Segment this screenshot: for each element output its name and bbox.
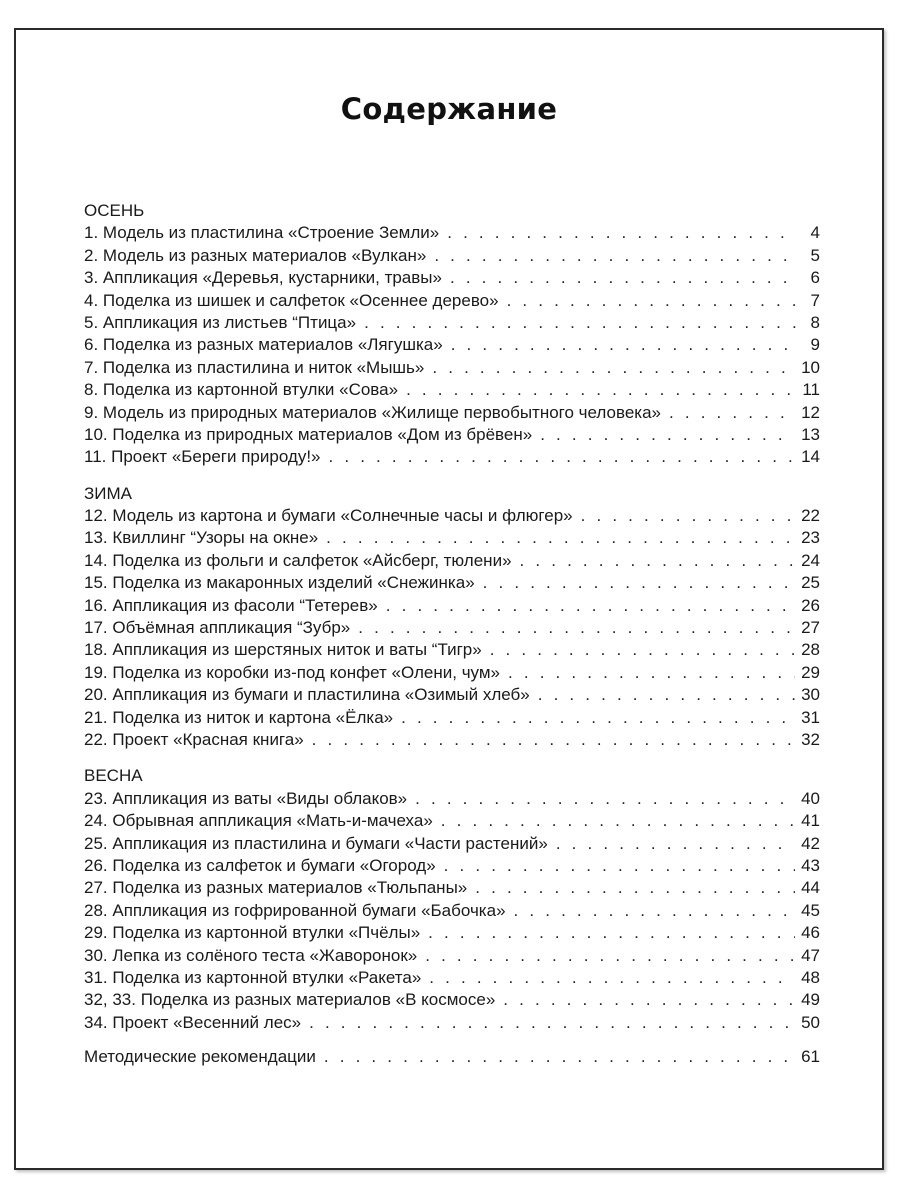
toc-entry (84, 707, 820, 729)
dot-leader (503, 989, 795, 1011)
entry-page: 29 (801, 662, 820, 682)
entry-page: 46 (801, 923, 820, 943)
dot-leader (358, 617, 795, 639)
entry-label: 20. Аппликация из бумаги и пластилина «Озимый хлеб» (84, 685, 530, 705)
toc-entry (84, 945, 820, 967)
entry-label: 12. Модель из картона и бумаги «Солнечные часы и флюгер» (84, 506, 573, 526)
entry-label: 21. Поделка из ниток и картона «Ёлка» (84, 707, 394, 727)
dot-leader (312, 729, 795, 751)
entry-label: 4. Поделка из шишек и салфеток «Осеннее дерево» (84, 290, 499, 310)
entry-label: 6. Поделка из разных материалов «Лягушка» (84, 335, 443, 355)
dot-leader (538, 684, 795, 706)
entry-label: 23. Аппликация из ваты «Виды облаков» (84, 788, 408, 808)
entry-label: 3. Аппликация «Деревья, кустарники, травы» (84, 268, 442, 288)
entry-page: 7 (810, 290, 820, 310)
entry-page: 28 (801, 640, 820, 660)
page-title: Содержание (340, 92, 558, 126)
entry-page: 31 (801, 707, 820, 727)
dot-leader (425, 945, 795, 967)
entry-label: 32, 33. Поделка из разных материалов «В космосе» (84, 990, 496, 1010)
entry-label: 30. Лепка из солёного теста «Жаворонок» (84, 945, 418, 965)
entry-page: 23 (801, 528, 820, 548)
entry-page: 49 (801, 990, 820, 1010)
entry-label: 24. Обрывная аппликация «Мать-и-мачеха» (84, 811, 433, 831)
toc-entry (84, 684, 820, 706)
section-heading: ОСЕНЬ (84, 201, 145, 220)
section-heading: ЗИМА (84, 483, 132, 503)
toc-section-winter (84, 483, 820, 752)
toc-entry (84, 810, 820, 832)
toc-entry (84, 729, 820, 751)
toc-entry (84, 595, 820, 617)
entry-page: 11 (802, 380, 820, 400)
entry-label: 34. Проект «Весенний лес» (84, 1012, 302, 1032)
toc-entry (84, 617, 820, 639)
entry-page: 10 (801, 357, 820, 377)
entry-label: 13. Квиллинг “Узоры на окне» (84, 528, 319, 548)
dot-leader (508, 662, 795, 684)
entry-page: 4 (810, 223, 820, 243)
entry-label: Методические рекомендации (84, 1047, 316, 1067)
entry-label: 15. Поделка из макаронных изделий «Снежинка» (84, 573, 475, 593)
toc-entry (84, 550, 820, 572)
entry-label: 19. Поделка из коробки из-под конфет «Олени, чум» (84, 662, 501, 682)
toc-entry (84, 222, 820, 244)
entry-page: 5 (810, 245, 820, 265)
section-heading: ВЕСНА (84, 766, 143, 786)
toc-entry (84, 833, 820, 855)
dot-leader (406, 379, 796, 401)
toc-entry (84, 267, 820, 289)
entry-label: 16. Аппликация из фасоли “Тетерев» (84, 595, 378, 615)
entry-page: 42 (801, 833, 820, 853)
entry-page: 22 (801, 506, 820, 526)
toc-entry (84, 989, 820, 1011)
dot-leader (428, 922, 795, 944)
entry-label: 25. Аппликация из пластилина и бумаги «Части растений» (84, 833, 548, 853)
section-spacer (84, 1034, 820, 1046)
entry-page: 24 (801, 550, 820, 570)
dot-leader (444, 855, 795, 877)
entry-label: 5. Аппликация из листьев “Птица» (84, 312, 357, 332)
dot-leader (483, 572, 795, 594)
entry-label: 8. Поделка из картонной втулки «Сова» (84, 380, 399, 400)
entry-page: 50 (801, 1012, 820, 1032)
entry-page: 40 (801, 788, 820, 808)
entry-page: 25 (801, 573, 820, 593)
dot-leader (490, 639, 795, 661)
dot-leader (540, 424, 795, 446)
dot-leader (401, 707, 795, 729)
entry-label: 7. Поделка из пластилина и ниток «Мышь» (84, 357, 425, 377)
entry-label: 11. Проект «Береги природу!» (84, 447, 321, 467)
entry-label: 22. Проект «Красная книга» (84, 729, 304, 749)
entry-page: 48 (801, 967, 820, 987)
entry-page: 61 (801, 1047, 820, 1067)
entry-label: 26. Поделка из салфеток и бумаги «Огород» (84, 855, 436, 875)
entry-page: 30 (801, 685, 820, 705)
dot-leader (556, 833, 795, 855)
dot-leader (451, 334, 796, 356)
entry-page: 44 (801, 878, 820, 898)
dot-leader (326, 527, 795, 549)
toc-entry (84, 900, 820, 922)
dot-leader (429, 967, 795, 989)
toc-entry (84, 788, 820, 810)
entry-page: 12 (801, 402, 820, 422)
toc-entry (84, 357, 820, 379)
entry-label: 14. Поделка из фольги и салфеток «Айсберг, тюлени» (84, 550, 512, 570)
toc-entry (84, 877, 820, 899)
toc-entry (84, 379, 820, 401)
toc-entry (84, 572, 820, 594)
entry-page: 6 (810, 268, 820, 288)
document-page (14, 28, 884, 1170)
toc-entry (84, 312, 820, 334)
entry-label: 31. Поделка из картонной втулки «Ракета» (84, 967, 422, 987)
toc-entry (84, 402, 820, 424)
dot-leader (514, 900, 796, 922)
section-spacer (84, 751, 820, 765)
entry-label: 28. Аппликация из гофрированной бумаги «Бабочка» (84, 900, 506, 920)
toc-entry-methods (84, 1046, 820, 1068)
dot-leader (434, 245, 796, 267)
toc-entry (84, 424, 820, 446)
entry-page: 27 (801, 618, 820, 638)
dot-leader (329, 446, 796, 468)
dot-leader (669, 402, 795, 424)
entry-label: 17. Объёмная аппликация “Зубр» (84, 618, 351, 638)
toc-entry (84, 527, 820, 549)
entry-label: 2. Модель из разных материалов «Вулкан» (84, 245, 427, 265)
toc-entry (84, 639, 820, 661)
entry-page: 13 (801, 424, 820, 444)
dot-leader (507, 290, 796, 312)
dot-leader (441, 810, 795, 832)
table-of-contents (84, 200, 820, 1068)
dot-leader (364, 312, 796, 334)
dot-leader (450, 267, 796, 289)
entry-page: 47 (801, 945, 820, 965)
entry-page: 26 (801, 595, 820, 615)
toc-entry (84, 922, 820, 944)
toc-entry (84, 245, 820, 267)
entry-page: 41 (801, 811, 820, 831)
toc-entry (84, 505, 820, 527)
dot-leader (309, 1012, 795, 1034)
entry-label: 9. Модель из природных материалов «Жилище первобытного человека» (84, 402, 662, 422)
entry-page: 8 (810, 312, 820, 332)
dot-leader (520, 550, 796, 572)
entry-label: 10. Поделка из природных материалов «Дом из брёвен» (84, 424, 533, 444)
entry-page: 45 (801, 900, 820, 920)
toc-section-spring (84, 765, 820, 1034)
dot-leader (581, 505, 795, 527)
dot-leader (447, 222, 796, 244)
entry-page: 14 (801, 447, 820, 467)
toc-entry (84, 334, 820, 356)
toc-entry (84, 290, 820, 312)
toc-entry (84, 662, 820, 684)
entry-page: 43 (801, 855, 820, 875)
entry-label: 1. Модель из пластилина «Строение Земли» (84, 223, 440, 243)
entry-page: 9 (810, 335, 820, 355)
toc-entry (84, 446, 820, 468)
dot-leader (324, 1046, 795, 1068)
toc-section-autumn (84, 200, 820, 469)
section-spacer (84, 469, 820, 483)
toc-entry (84, 1012, 820, 1034)
dot-leader (475, 877, 795, 899)
toc-entry (84, 967, 820, 989)
entry-page: 32 (801, 729, 820, 749)
dot-leader (386, 595, 795, 617)
entry-label: 29. Поделка из картонной втулки «Пчёлы» (84, 923, 421, 943)
entry-label: 27. Поделка из разных материалов «Тюльпаны» (84, 878, 468, 898)
dot-leader (432, 357, 795, 379)
dot-leader (415, 788, 795, 810)
entry-label: 18. Аппликация из шерстяных ниток и ваты “Тигр» (84, 640, 482, 660)
toc-entry (84, 855, 820, 877)
